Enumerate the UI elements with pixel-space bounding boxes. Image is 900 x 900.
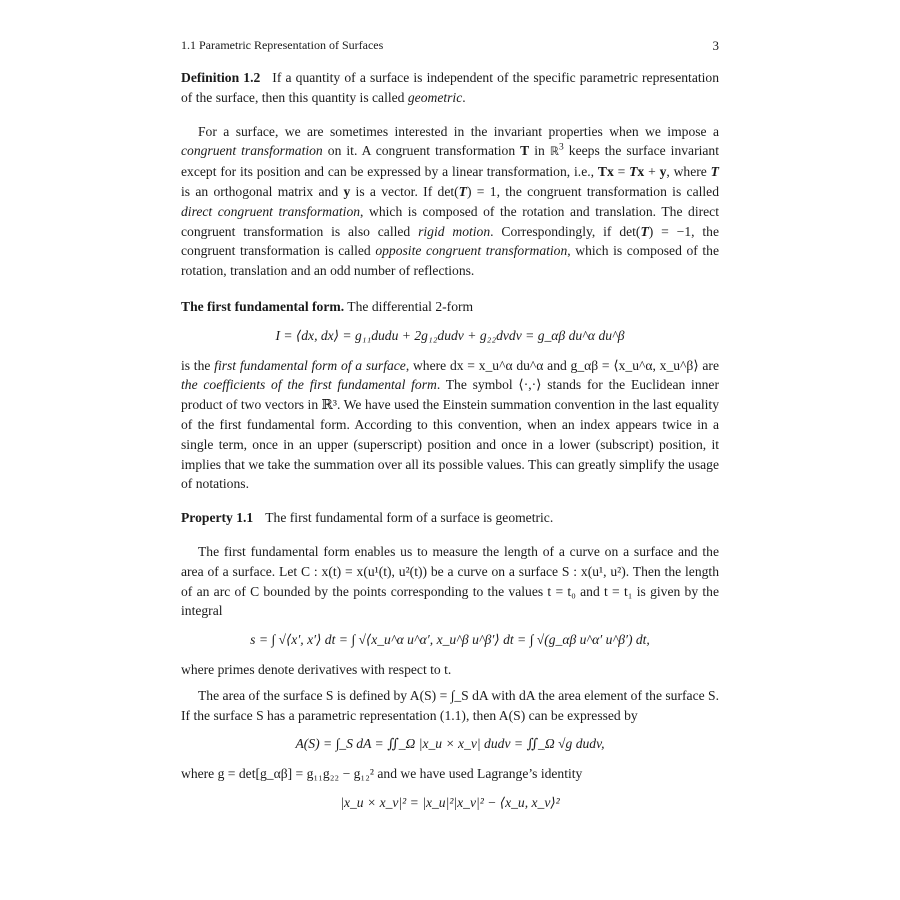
section-title: 1.1 Parametric Representation of Surfaces	[181, 38, 384, 52]
property-label: Property 1.1	[181, 510, 254, 526]
paragraph-curve-length: The first fundamental form enables us to measure the length of a curve on a surface and the area of a surface. Let C : x(t) = x(u¹(t), u²(t)) be a curve on a surface S : x(u¹, u²). Then the length of an arc of C bounded by the points corresponding to the values t = t₀ and t = t₁ is given by the integral	[181, 543, 719, 619]
paragraph-first-form-definition: is the first fundamental form of a surface, where dx = x_u^α du^α and g_αβ = ⟨x_u^α, x_u^β⟩ are the coefficients of the first fundamental form. The symbol ⟨·,·⟩ stands for the Euclidean inner product of two vectors in ℝ³. We have used the Einstein summation convention in the last equality of the first fundamental form. According to this convention, when an index appears twice in a single term, once in an upper (superscript) position and once in a lower (subscript) position, it implies that we take the summation over all its possible values. This can greatly simplify the usage of notations.	[181, 357, 719, 492]
paragraph-primes: where primes denote derivatives with respect to t.	[181, 661, 452, 677]
equation-lagrange-identity: |x_u × x_v|² = |x_u|²|x_v|² − ⟨x_u, x_v⟩²	[340, 794, 560, 810]
paragraph-surface-area: The area of the surface S is defined by A(S) = ∫_S dA with dA the area element of the surface S. If the surface S has a parametric representation (1.1), then A(S) can be expressed by	[181, 687, 719, 723]
first-fundamental-form-heading: The first fundamental form. The differential 2-form	[181, 298, 474, 314]
paragraph-congruent-transformation: For a surface, we are sometimes interested in the invariant properties when we impose a congruent transformation on it. A congruent transformation T in ℝ$^3$ keeps the surface invariant except for its position and can be expressed by a linear transformation, i.e., Tx = Tx + y, where T is an orthogonal matrix and y is a vector. If det(T) = 1, the congruent transformation is called direct congruent transformation, which is composed of the rotation and translation. The direct congruent transformation is also called rigid motion. Correspondingly, if det(T) = −1, the congruent transformation is called opposite congruent transformation, which is composed of the rotation, translation and an odd number of reflections.	[181, 123, 720, 279]
equation-area: A(S) = ∫_S dA = ∬_Ω |x_u × x_v| dudv = ∬_Ω √g dudv,	[295, 736, 605, 752]
running-header	[181, 36, 719, 56]
paragraph-lagrange: where g = det[g_αβ] = g₁₁g₂₂ − g₁₂² and we have used Lagrange’s identity	[181, 766, 583, 782]
page-number: 3	[712, 38, 719, 53]
page	[181, 36, 719, 823]
equation-arc-length: s = ∫ √⟨x′, x′⟩ dt = ∫ √⟨x_u^α u^α′, x_u^β u^β′⟩ dt = ∫ √(g_αβ u^α′ u^β′) dt,	[250, 632, 650, 648]
definition-1-2: Definition 1.2 If a quantity of a surface is independent of the specific parametric representation of the surface, then this quantity is called geometric.	[181, 70, 720, 105]
definition-label: Definition 1.2	[181, 70, 261, 85]
equation-first-fundamental-form: I = ⟨dx, dx⟩ = g₁₁dudu + 2g₁₂dudv + g₂₂dvdv = g_αβ du^α du^β	[275, 327, 625, 343]
subsection-heading: The first fundamental form.	[181, 298, 345, 314]
property-1-1: Property 1.1 The first fundamental form of a surface is geometric.	[181, 510, 554, 526]
